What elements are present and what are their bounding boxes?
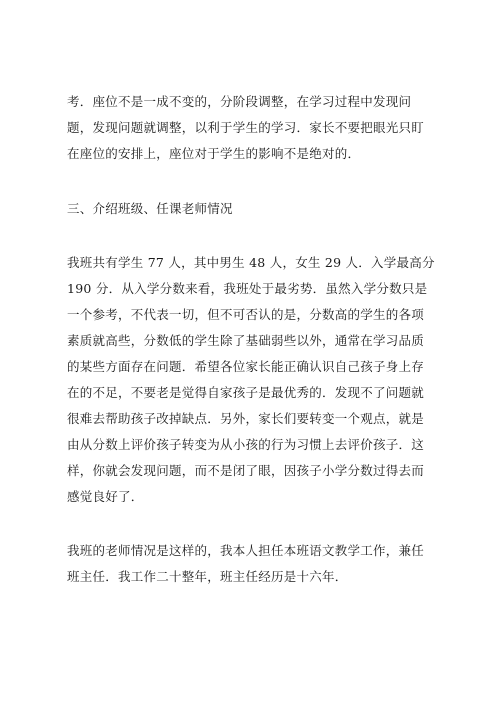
- paragraph-line: 样，你就会发现问题，而不是闭了眼，因孩子小学分数过得去而: [67, 463, 425, 478]
- paragraph-line: 我班的老师情况是这样的，我本人担任本班语文教学工作，兼任: [67, 543, 425, 558]
- paragraph-line: 在的不足，不要老是觉得自家孩子是最优秀的．发现不了问题就: [67, 385, 425, 400]
- paragraph-line: 很难去帮助孩子改掉缺点．另外，家长们要转变一个观点，就是: [67, 411, 425, 426]
- paragraph-line: 素质就高些，分数低的学生除了基础弱些以外，通常在学习品质: [67, 333, 425, 348]
- paragraph-line: 由从分数上评价孩子转变为从小孩的行为习惯上去评价孩子．这: [67, 437, 425, 452]
- paragraph-line: 题，发现问题就调整，以利于学生的学习．家长不要把眼光只盯: [67, 120, 425, 135]
- paragraph-line: 班主任．我工作二十整年，班主任经历是十六年．: [67, 569, 348, 584]
- paragraph-line: 我班共有学生 77 人，其中男生 48 人，女生 29 人．入学最高分: [67, 255, 435, 270]
- paragraph-line: 考．座位不是一成不变的，分阶段调整，在学习过程中发现问: [67, 94, 412, 109]
- paragraph-line: 的某些方面存在问题．希望各位家长能正确认识自己孩子身上存: [67, 359, 425, 374]
- section-heading: 三、介绍班级、任课老师情况: [67, 201, 233, 216]
- paragraph-line: 一个参考，不代表一切，但不可否认的是，分数高的学生的各项: [67, 307, 425, 322]
- paragraph-line: 190 分．从入学分数来看，我班处于最劣势．虽然入学分数只是: [67, 281, 428, 296]
- paragraph-line: 在座位的安排上，座位对于学生的影响不是绝对的．: [67, 146, 361, 161]
- paragraph-line: 感觉良好了．: [67, 489, 144, 504]
